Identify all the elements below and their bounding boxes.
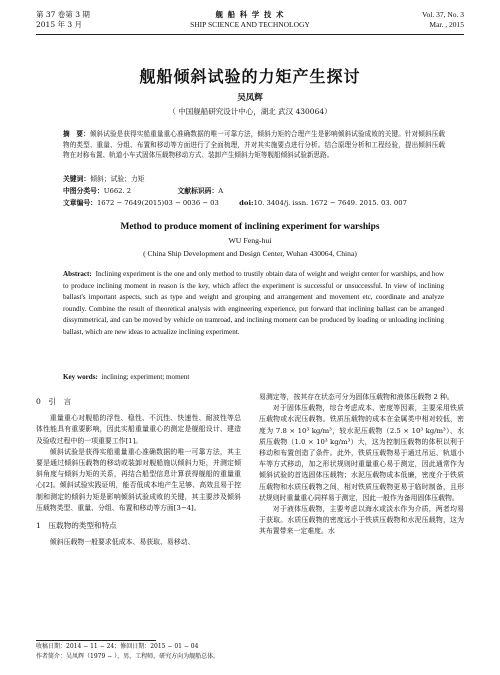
- section-heading-introduction: 0 引 言: [36, 397, 72, 406]
- keywords-en-label: Key words:: [63, 373, 98, 381]
- section-heading-ballast-types: 1 压载物的类型和特点: [36, 521, 117, 531]
- header-rule: [36, 34, 464, 35]
- body-column-right: [259, 392, 464, 538]
- keywords-en: inclining; experiment; moment: [101, 373, 190, 381]
- keywords-cn-label: 关键词：: [63, 175, 91, 183]
- author-en: WU Feng-hui: [228, 236, 272, 245]
- paper-title-cn: 舰船倾斜试验的力矩产生探讨: [139, 67, 361, 86]
- paragraph: 对于固体压载物，综合考虑成本、密度等因素，主要采用铁质压载物或水泥压载物。铁质压载物的成本在金属类中相对较低，密度为 7.8 × 10³ kg/m³，较水泥压载物（2.5 × 10³ kg/m³）、水质压载物（1.0 × 10³ kg/m³）大，这为控制压载物的体积以利于移动和布置创造了条件。此外，铁质压载物易于通过吊运、轨道小车等方式移动，加之形状规则时重量重心易于测定，因此通常作为倾斜试验的首选固体压载物；水泥压载物成本低廉，密度介于铁质压载物和水质压载物之间，相对铁质压载物更易于临时制备，且形状规则时重量重心同样易于测定，因此一般作为备用固体压载物。: [259, 404, 464, 502]
- journal-name-en: SHIP SCIENCE AND TECHNOLOGY: [190, 20, 310, 29]
- doc-code: A: [218, 187, 224, 195]
- volume-issue-cn: 第 37 卷第 3 期: [36, 10, 90, 19]
- footnote-rule: [36, 640, 156, 641]
- abstract-en-label: Abstract:: [63, 270, 92, 278]
- footnote-received-date: 收稿日期：2014 − 11 − 24；修回日期：2015 − 01 − 04: [36, 643, 199, 650]
- date-cn: 2015 年 3 月: [36, 20, 83, 29]
- paragraph: 易测定等，按其存在状态可分为固体压载物和液体压载物 2 种。: [259, 393, 454, 401]
- journal-name-cn: 舰 船 科 学 技 术: [215, 10, 285, 19]
- header-right: [422, 10, 464, 30]
- keywords-cn-line: [63, 174, 145, 184]
- clc-number: U662. 2: [103, 187, 132, 195]
- paragraph: 对于液体压载物，主要考虑以海水或淡水作为介质，两者均易于获取。水质压载物的密度远小于铁质压载物和水泥压载物，这为其布置带来一定难度。水: [259, 505, 464, 536]
- doi-label: doi:: [239, 199, 254, 207]
- affiliation-en: ( China Ship Development and Design Center, Wuhan 430064, China): [143, 249, 357, 258]
- author-cn: 吴凤辉: [237, 93, 263, 103]
- abstract-en-text: Inclining experiment is the one and only method to trustily obtain data of weight and weight center for warships, and how to produce inclining moment in reason is the key, which affect the experiment is successful or unsuccessful. In view of inclining ballast's important aspects, such as type and weight and grouping and arrangement and movement etc, coordinate and analyze roundly. Combine the result of theoretical analysis with engineering experience, put forward that inclining ballast can be arranged dissymmetrical, and can be moved by vehicle on tramroad, and inclining moment can be produced by loading or unloading inclining ballast, which are new ideas to actualize inclining experiment.: [63, 270, 445, 336]
- doi: 10. 3404/j. issn. 1672 − 7649. 2015. 03. 007: [253, 199, 407, 207]
- abstract-cn-label: 摘 要：: [63, 130, 90, 138]
- article-number: 1672 − 7649(2015)03 − 0036 − 03: [96, 199, 219, 207]
- classification-line: [63, 186, 223, 196]
- footnote-author-bio: 作者简介：吴凤辉（1979 − ），男，工程师，研究方向为舰船总体。: [36, 653, 220, 660]
- paragraph: 倾斜试验是获得实船重量重心准确数据的唯一可靠方法，其主要是通过倾斜压载物的移动或装卸对舰船施以倾斜力矩，并测定倾斜角度与倾斜力矩的关系，再结合船型信息计算获得舰船的重量重心[2]。倾斜试验实践证明，能否低成本地产生足够、高效且易于控制和测定的倾斜力矩是影响倾斜试验成败的关键，其主要涉及倾斜压载物类型、重量、分组、布置和移动等方面[3−4]。: [36, 447, 241, 512]
- header-center: [36, 10, 464, 30]
- article-id-line: [63, 198, 407, 208]
- abstract-cn-text: 倾斜试验是获得实船重量重心准确数据的唯一可靠方法，倾斜力矩的合理产生是影响倾斜试验成败的关键。针对倾斜压载物的类型、重量、分组、布置和移动等方面进行了全面梳理，并对其实施要点进行分析。结合原理分析和工程经验，提出倾斜压载物在对称布置、轨道小车式固体压载物移动方式、装卸产生倾斜力矩等舰船倾斜试验新思路。: [63, 130, 446, 160]
- date-en: Mar. , 2015: [429, 20, 464, 29]
- doc-code-label: 文献标识码：: [177, 187, 219, 195]
- keywords-en-line: [63, 373, 189, 381]
- affiliation-cn: （ 中国舰船研究设计中心，湖北 武汉 430064）: [168, 107, 332, 116]
- paragraph: 倾斜压载物一般要求低成本、易获取、易移动、: [49, 538, 195, 547]
- body-column-left: [36, 390, 241, 548]
- paragraph: 重量重心对舰船的浮性、稳性、不沉性、快速性、耐波性等总体性能具有重要影响，因此实船重量重心的测定是舰船设计、建造及验收过程中的一项重要工作[1]。: [36, 414, 241, 445]
- abstract-cn: [63, 129, 445, 161]
- abstract-en: [63, 269, 444, 339]
- keywords-cn: 倾斜；试验；力矩: [90, 175, 145, 183]
- volume-issue-en: Vol. 37, No. 3: [422, 10, 464, 19]
- clc-label: 中图分类号：: [63, 187, 104, 195]
- article-number-label: 文章编号：: [63, 199, 97, 207]
- paper-title-en: Method to produce moment of inclining experiment for warships: [120, 222, 380, 232]
